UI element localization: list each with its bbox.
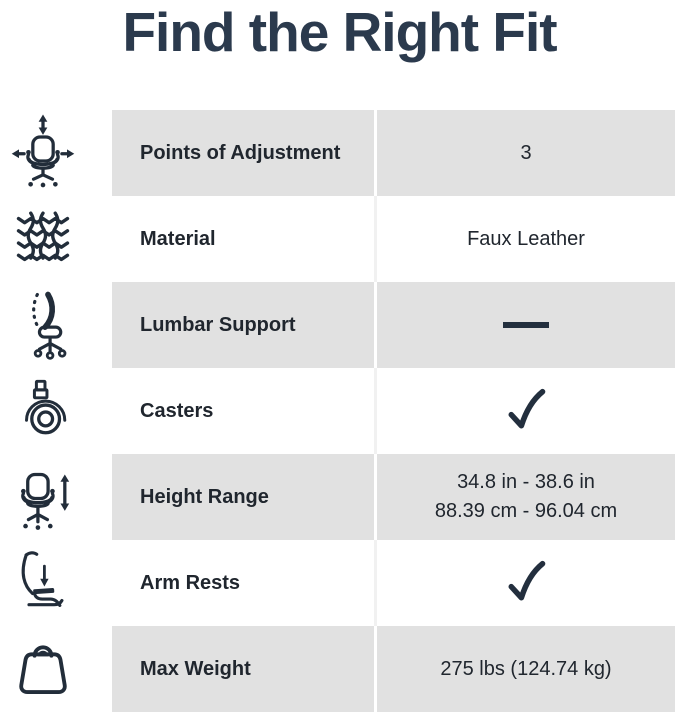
spec-label: Lumbar Support [112,282,374,368]
spec-row-height-range [0,454,679,540]
spec-value [374,196,675,282]
spec-label: Max Weight [112,626,374,712]
spec-row-material [0,196,679,282]
dash-icon [503,322,549,328]
check-icon [503,560,549,606]
spec-label: Material [140,227,216,250]
lumbar-chair-icon [0,282,112,368]
spec-value [374,368,675,454]
spec-value [374,540,675,626]
spec-table [0,110,679,712]
spec-label: Height Range [112,454,374,540]
spec-row-arm-rests [0,540,679,626]
spec-value [374,282,675,368]
spec-value [374,454,675,540]
spec-row-max-weight [0,626,679,712]
chair-height-icon [0,454,112,540]
page-title: Find the Right Fit [122,1,557,63]
spec-row-casters [0,368,679,454]
spec-value [374,110,675,196]
spec-value-text: 275 lbs (124.74 kg) [440,657,612,680]
fabric-weave-icon [0,196,112,282]
armrest-icon [0,540,112,626]
spec-label: Casters [140,399,214,422]
spec-value-text: 3 [520,141,532,164]
adjustable-chair-icon [0,110,112,196]
spec-row-points-of-adjustment [0,110,679,196]
spec-value-line1: 34.8 in - 38.6 in [457,471,595,493]
caster-wheel-icon [0,368,112,454]
spec-value [374,626,675,712]
spec-row-lumbar-support [0,282,679,368]
spec-label: Points of Adjustment [112,110,374,196]
spec-label: Arm Rests [140,571,241,594]
weight-icon [0,626,112,712]
check-icon [503,388,549,434]
spec-value-line2: 88.39 cm - 96.04 cm [434,500,618,522]
spec-value-text: Faux Leather [467,227,585,250]
